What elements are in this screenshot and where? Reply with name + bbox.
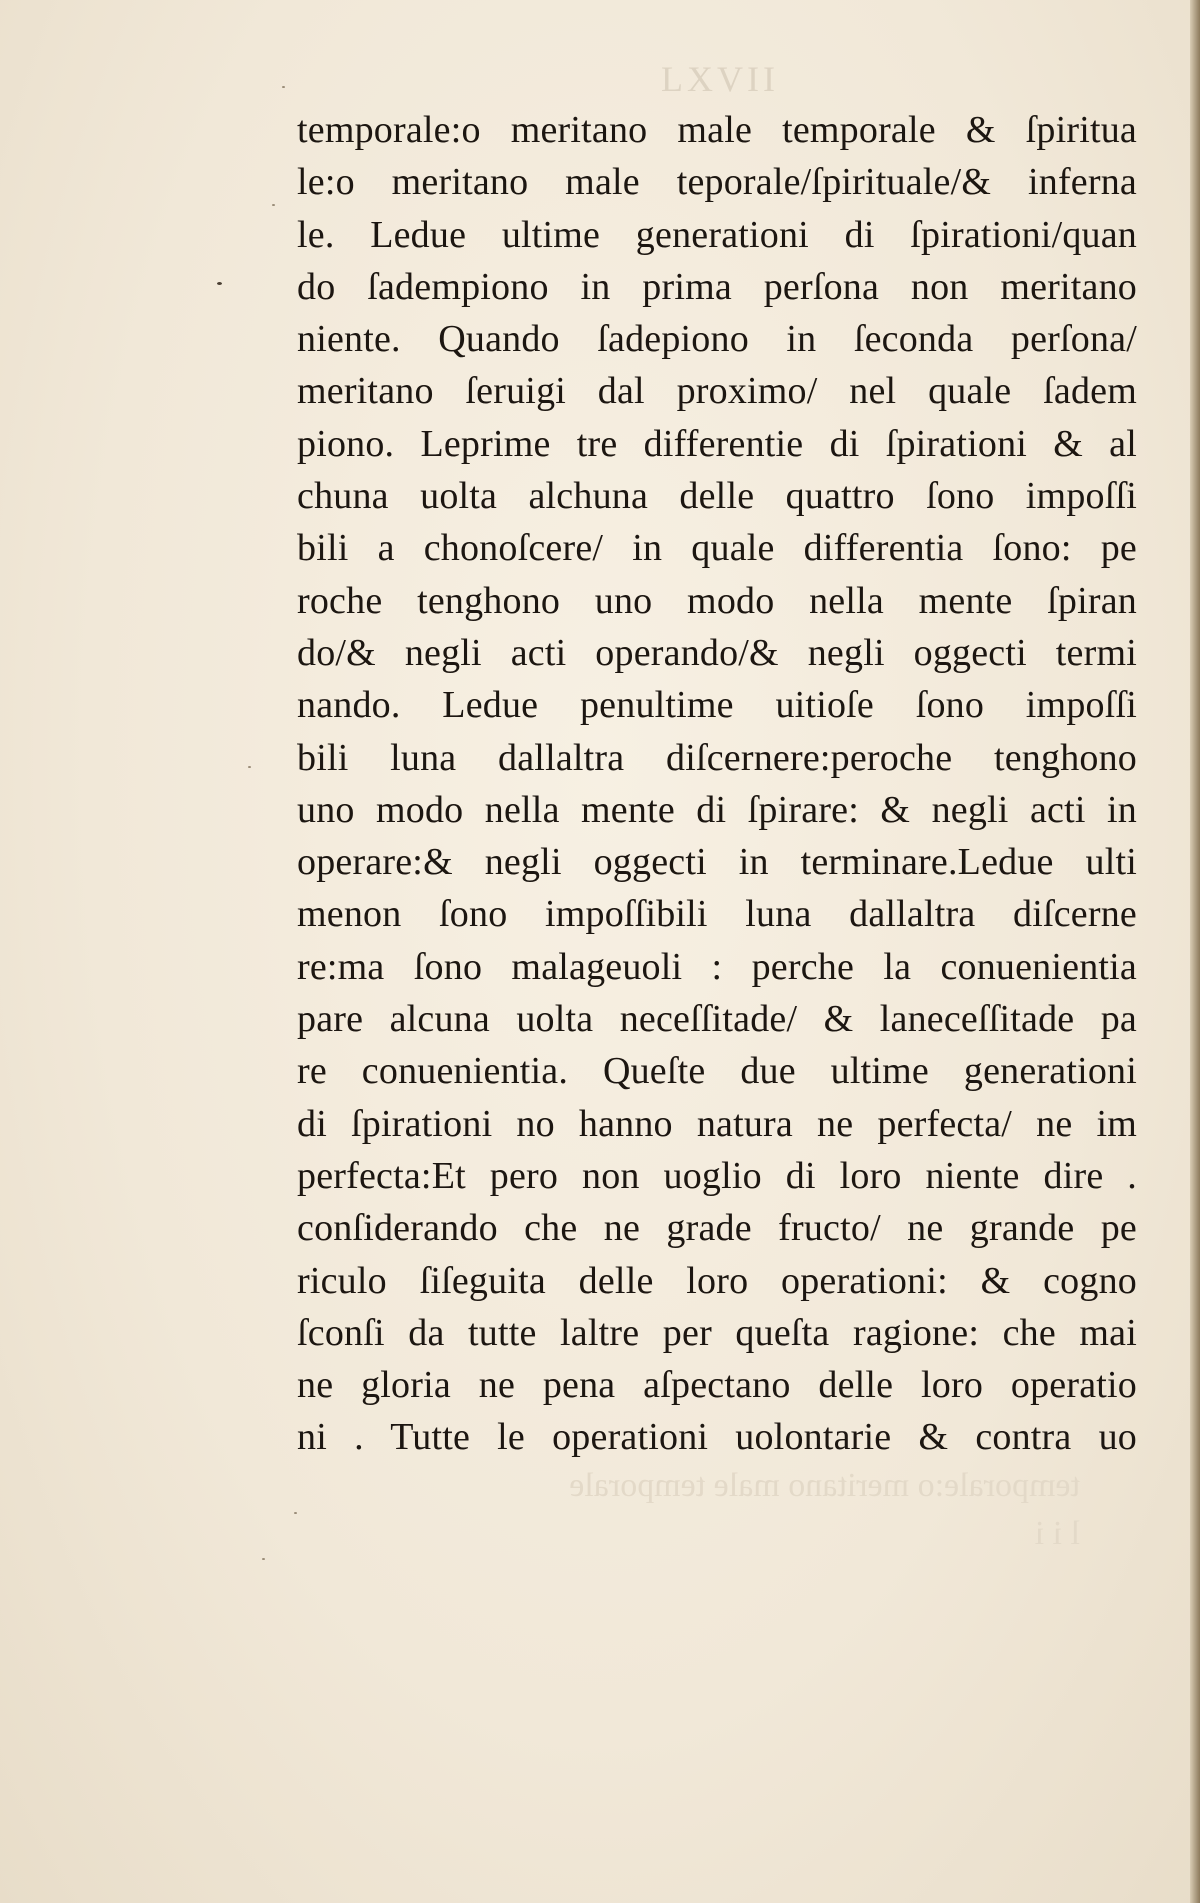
- text-line: conſiderando che ne grade fructo/ ne grande pe: [297, 1207, 1137, 1250]
- paper-mark: [282, 86, 285, 88]
- text-block: [297, 104, 1137, 1464]
- text-line: re:ma ſono malageuoli : perche la conuenientia: [297, 945, 1137, 988]
- text-line: le. Ledue ultime generationi di ſpirationi/quan: [297, 213, 1137, 256]
- ink-speck: [217, 282, 222, 285]
- text-line: le:o meritano male teporale/ſpirituale/& inferna: [297, 161, 1137, 204]
- text-line: ne gloria ne pena aſpectano delle loro operatio: [297, 1364, 1137, 1407]
- text-line: do ſadempiono in prima perſona non meritano: [297, 265, 1137, 308]
- text-line: bili luna dallaltra diſcernere:peroche tenghono: [297, 736, 1137, 779]
- text-line: niente. Quando ſadepiono in ſeconda perſona/: [297, 318, 1137, 361]
- text-line: uno modo nella mente di ſpirare: & negli acti in: [297, 788, 1137, 831]
- paper-mark: [294, 1512, 297, 1514]
- text-line: riculo ſiſeguita delle loro operationi: & cogno: [297, 1259, 1137, 1302]
- text-line: pare alcuna uolta neceſſitade/ & laneceſſitade pa: [297, 998, 1137, 1041]
- text-line: temporale:o meritano male temporale & ſpiritua: [297, 109, 1137, 151]
- paper-mark: [272, 204, 275, 206]
- show-through-line: temporale:o meritano male temporale: [569, 1467, 1080, 1504]
- text-line: chuna uolta alchuna delle quattro ſono impoſſi: [297, 475, 1137, 518]
- text-line: ſconſi da tutte laltre per queſta ragione: che mai: [297, 1311, 1137, 1354]
- text-line: menon ſono impoſſibili luna dallaltra diſcerne: [297, 893, 1137, 936]
- text-line: nando. Ledue penultime uitioſe ſono impoſſi: [297, 684, 1137, 727]
- text-line: operare:& negli oggecti in terminare.Ledue ulti: [297, 841, 1137, 884]
- paper-mark: [262, 1558, 265, 1560]
- text-line: ni . Tutte le operationi uolontarie & contra uo: [297, 1416, 1137, 1459]
- text-line: piono. Leprime tre differentie di ſpirationi & al: [297, 422, 1137, 465]
- text-line: do/& negli acti operando/& negli oggecti termi: [297, 631, 1137, 674]
- show-through-text: [300, 1462, 1080, 1558]
- paper-mark: [248, 766, 251, 768]
- text-line: re conuenientia. Queſte due ultime generationi: [297, 1050, 1137, 1093]
- folio-number: LXVII: [661, 59, 779, 99]
- page-edge: [1190, 0, 1200, 1903]
- text-line: roche tenghono uno modo nella mente ſpiran: [297, 579, 1137, 622]
- text-line: bili a chonoſcere/ in quale differentia ſono: pe: [297, 527, 1137, 570]
- show-through-line: l i i: [1034, 1515, 1080, 1552]
- text-line: meritano ſeruigi dal proximo/ nel quale ſadem: [297, 370, 1137, 413]
- text-line: perfecta:Et pero non uoglio di loro niente dire .: [297, 1154, 1137, 1197]
- text-line: di ſpirationi no hanno natura ne perfecta/ ne im: [297, 1102, 1137, 1145]
